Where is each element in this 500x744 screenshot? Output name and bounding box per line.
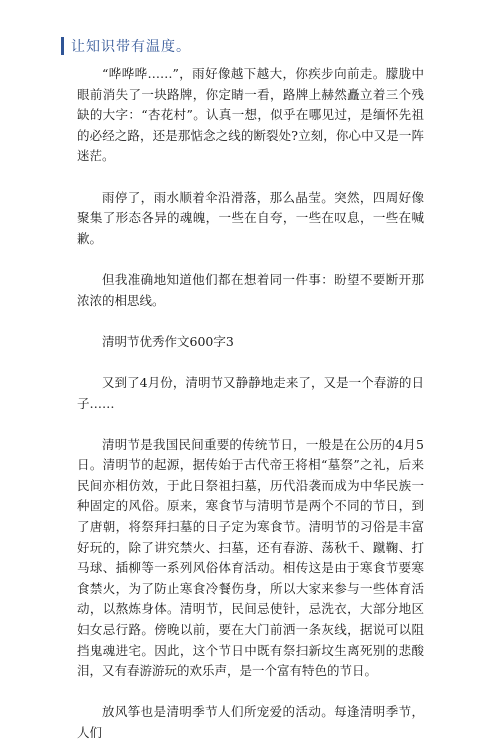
header-accent-bar [61, 37, 64, 55]
paragraph-5: 清明节是我国民间重要的传统节日，一般是在公历的4月5日。清明节的起源，据传始于古代帝王将相“墓祭”之礼，后来民间亦相仿效，于此日祭祖扫墓，历代沿袭而成为中华民族一种固定的风俗。原来，寒食节与清明节是两个不同的节日，到了唐朝，将祭拜扫墓的日子定为寒食节。清明节的习俗是丰富好玩的，除了讲究禁火、扫墓，还有春游、荡秋千、蹴鞠、打马球、插柳等一系列风俗体育活动。相传这是由于寒食节要寒食禁火，为了防止寒食冷餐伤身，所以大家来参与一些体育活动，以熬炼身体。清明节，民间忌使针，忌洗衣，大部分地区妇女忌行路。傍晚以前，要在大门前洒一条灰线，据说可以阻挡鬼魂进宅。因此，这个节日中既有祭扫新坟生离死别的悲酸泪，又有春游游玩的欢乐声，是一个富有特色的节日。 [77, 436, 424, 679]
paragraph-1: “哗哗哗……”，雨好像越下越大，你疾步向前走。朦胧中眼前消失了一块路牌，你定睛一看，路牌上赫然矗立着三个残缺的大字：“杏花村”。认真一想，似乎在哪见过，是缅怀先祖的必经之路，还是那惦念之线的断裂处?立刻，你心中又是一阵迷茫。 [77, 66, 424, 164]
paragraph-2: 雨停了，雨水顺着伞沿滑落，那么晶莹。突然，四周好像聚集了形态各异的魂魄，一些在自夸，一些在叹息，一些在喊歉。 [77, 189, 424, 246]
paragraph-3: 但我准确地知道他们都在想着同一件事：盼望不要断开那浓浓的相思线。 [77, 271, 424, 308]
article-body [77, 64, 424, 744]
header-title: 让知识带有温度。 [71, 39, 191, 55]
section-heading: 清明节优秀作文600字3 [102, 333, 234, 349]
page-header [61, 36, 191, 56]
paragraph-4: 又到了4月份，清明节又静静地走来了，又是一个春游的日子…… [77, 374, 424, 411]
paragraph-6: 放风筝也是清明季节人们所宠爱的活动。每逢清明季节，人们 [77, 704, 424, 740]
